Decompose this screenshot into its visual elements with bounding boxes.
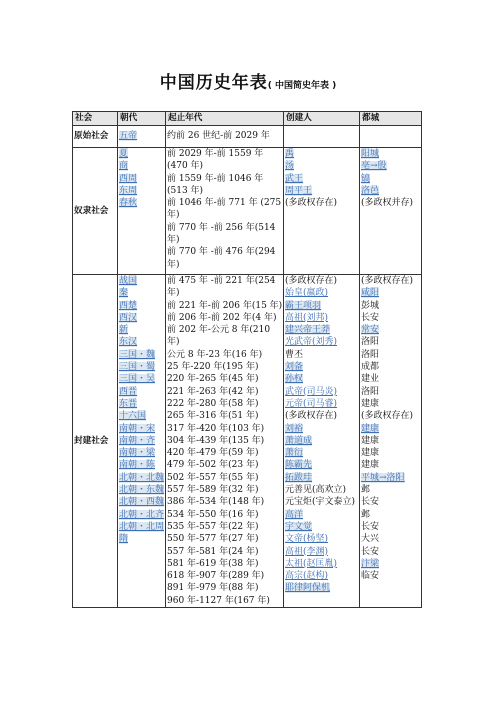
title-sub: ( 中国简史年表 ) xyxy=(267,81,337,91)
capital-text: 建康 xyxy=(361,398,380,409)
capital-text: 建康 xyxy=(361,448,380,459)
header-capital: 都城 xyxy=(360,112,422,126)
document-title xyxy=(0,68,496,93)
dynasty-link[interactable]: 北朝・北周 xyxy=(119,521,165,532)
years-cell: 约前 26 世纪-前 2029 年 xyxy=(166,126,284,148)
society-feudal: 封建社会 xyxy=(73,275,118,608)
founder-link[interactable]: 光武帝(刘秀) xyxy=(285,337,338,348)
capital-text: 长安 xyxy=(361,312,380,323)
founder-link[interactable]: 高洋 xyxy=(285,509,304,520)
capital-link[interactable]: 平城→洛阳 xyxy=(361,472,405,483)
capital-link[interactable]: 亳→殷 xyxy=(361,161,387,172)
founder-link[interactable]: 耶律阿保机 xyxy=(285,583,331,594)
capital-cell xyxy=(360,126,422,148)
founder-cell xyxy=(284,126,360,148)
dynasty-link[interactable]: 商 xyxy=(119,161,129,172)
founder-link[interactable]: 汤 xyxy=(285,161,295,172)
years-entry: 386 年-534 年(148 年) xyxy=(167,497,265,508)
feudal-dynasties xyxy=(118,275,166,608)
founder-link[interactable]: 高祖(李渊) xyxy=(285,546,329,557)
capital-text: 建康 xyxy=(361,435,380,446)
years-entry: 前 1559 年-前 1046 年(513 年) xyxy=(167,173,264,196)
years-entry: 前 2029 年-前 1559 年(470 年) xyxy=(167,149,264,172)
capital-text: 长安 xyxy=(361,497,380,508)
feudal-capitals xyxy=(360,275,422,608)
years-entry: 前 206 年-前 202 年(4 年) xyxy=(167,312,277,323)
primitive-row xyxy=(73,126,422,148)
dynasty-link[interactable]: 隋 xyxy=(119,534,129,545)
dynasty-link[interactable]: 北朝・北魏 xyxy=(119,472,165,483)
years-entry: 960 年-1127 年(167 年) xyxy=(167,595,270,606)
capital-text: 长安 xyxy=(361,546,380,557)
years-entry: 221 年-263 年(42 年) xyxy=(167,386,259,397)
founder-link[interactable]: 刘备 xyxy=(285,362,304,373)
dynasty-link[interactable]: 东汉 xyxy=(119,337,138,348)
founder-link[interactable]: 元帝(司马睿) xyxy=(285,398,338,409)
years-entry: 前 475 年 -前 221 年(254 年) xyxy=(167,276,276,299)
years-entry: 550 年-577 年(27 年) xyxy=(167,534,259,545)
dynasty-link[interactable]: 北朝・东魏 xyxy=(119,485,165,496)
header-row xyxy=(73,112,422,126)
founder-text: 元宝炬(宇文泰立) xyxy=(285,497,356,508)
founder-link[interactable]: 萧道成 xyxy=(285,435,313,446)
years-entry: 534 年-550 年(16 年) xyxy=(167,509,259,520)
years-entry: 618 年-907 年(289 年) xyxy=(167,571,265,582)
years-entry: 前 221 年-前 206 年(15 年) xyxy=(167,300,282,311)
dynasty-link[interactable]: 北朝・北齐 xyxy=(119,509,165,520)
years-entry: 前 770 年 -前 476 年(294 年) xyxy=(167,247,276,270)
years-entry: 535 年-557 年(22 年) xyxy=(167,521,259,532)
founder-link[interactable]: 拓跋珪 xyxy=(285,472,313,483)
capital-text: (多政权存在) xyxy=(361,411,414,422)
capital-link[interactable]: 常安 xyxy=(361,325,380,336)
dynasty-link[interactable]: 新 xyxy=(119,325,129,336)
capital-text: 彭城 xyxy=(361,300,380,311)
capital-link[interactable]: 汴梁 xyxy=(361,558,380,569)
slave-row xyxy=(73,148,422,275)
feudal-founders xyxy=(284,275,360,608)
years-entry: 479 年-502 年(23 年) xyxy=(167,460,259,471)
feudal-row xyxy=(73,275,422,608)
years-entry: 前 1046 年-前 771 年 (275 年) xyxy=(167,198,282,221)
founder-link[interactable]: 高祖(刘邦) xyxy=(285,312,329,323)
dynasty-link[interactable]: 北朝・西魏 xyxy=(119,497,165,508)
slave-capitals xyxy=(360,148,422,275)
dynasty-link[interactable]: 春秋 xyxy=(119,198,138,209)
years-entry: 304 年-439 年(135 年) xyxy=(167,435,265,446)
capital-text: 邺 xyxy=(361,485,371,496)
society-primitive: 原始社会 xyxy=(73,126,118,148)
dynasty-link[interactable]: 南朝・陈 xyxy=(119,460,156,471)
years-entry: 891 年-979 年(88 年) xyxy=(167,583,259,594)
founder-link[interactable]: 始皇(嬴政) xyxy=(285,288,329,299)
title-main: 中国历史年表 xyxy=(159,73,268,93)
founder-link[interactable]: 禹 xyxy=(285,149,295,159)
years-entry: 557 年-581 年(24 年) xyxy=(167,546,259,557)
slave-founders xyxy=(284,148,360,275)
years-entry: 前 202 年-公元 8 年(210 年) xyxy=(167,325,271,348)
dynasty-link[interactable]: 十六国 xyxy=(119,411,147,422)
dynasty-link[interactable]: 秦 xyxy=(119,288,129,299)
years-entry: 557 年-589 年(32 年) xyxy=(167,485,259,496)
founder-link[interactable]: 萧衍 xyxy=(285,448,304,459)
founder-link[interactable]: 孙权 xyxy=(285,374,304,385)
founder-link[interactable]: 建兴帝王莽 xyxy=(285,325,331,336)
capital-text: 临安 xyxy=(361,571,380,582)
capital-text: 洛阳 xyxy=(361,349,380,360)
years-entry: 265 年-316 年(51 年) xyxy=(167,411,259,422)
capital-link[interactable]: 建康 xyxy=(361,423,380,434)
slave-years xyxy=(166,148,284,275)
years-entry: 581 年-619 年(38 年) xyxy=(167,558,259,569)
founder-text xyxy=(285,287,358,299)
founder-text: 曹丕 xyxy=(285,349,304,360)
dynasty-link[interactable]: 东周 xyxy=(119,185,138,196)
header-society: 社会 xyxy=(73,112,118,126)
feudal-years xyxy=(166,275,284,608)
capital-text: 建康 xyxy=(361,460,380,471)
dynasty-cell xyxy=(118,126,166,148)
founder-link[interactable]: 刘裕 xyxy=(285,423,304,434)
years-entry: 420 年-479 年(59 年) xyxy=(167,448,259,459)
dynasty-link[interactable]: 三国・魏 xyxy=(119,349,156,360)
capital-text: 洛阳 xyxy=(361,386,380,397)
founder-link[interactable]: 陈霸先 xyxy=(285,460,313,471)
capital-text: 成都 xyxy=(361,362,380,373)
founder-link[interactable]: 太祖(赵匡胤) xyxy=(285,558,338,569)
dynasty-link[interactable]: 五帝 xyxy=(119,131,138,142)
founder-link[interactable]: 霸王项羽 xyxy=(285,300,322,311)
capital-text: 邺 xyxy=(361,509,371,520)
dynasty-link[interactable]: 南朝・宋 xyxy=(119,423,156,434)
header-founder: 创建人 xyxy=(284,112,360,126)
dynasty-link[interactable]: 西晋 xyxy=(119,386,138,397)
header-dynasty: 朝代 xyxy=(118,112,166,126)
dynasty-link[interactable]: 南朝・齐 xyxy=(119,435,156,446)
header-years: 起止年代 xyxy=(166,112,284,126)
society-slave: 奴隶社会 xyxy=(73,148,118,275)
capital-text: 大兴 xyxy=(361,534,380,545)
capital-text: 长安 xyxy=(361,521,380,532)
dynasty-link[interactable]: 西汉 xyxy=(119,312,138,323)
dynasty-link[interactable]: 战国 xyxy=(119,276,138,286)
capital-text: (多政权并存) xyxy=(361,198,414,209)
history-table xyxy=(72,111,422,608)
years-entry: 222 年-280 年(58 年) xyxy=(167,398,259,409)
years-entry: 公元 8 年-23 年(16 年) xyxy=(167,349,263,360)
capital-text: 建业 xyxy=(361,374,380,385)
dynasty-link[interactable]: 西楚 xyxy=(119,300,138,311)
founder-link[interactable]: 周平王 xyxy=(285,185,313,196)
years-entry: 317 年-420 年(103 年) xyxy=(167,423,265,434)
dynasty-link[interactable]: 南朝・梁 xyxy=(119,448,156,459)
capital-link[interactable]: 阳城 xyxy=(361,149,380,159)
founder-text: (多政权存在) xyxy=(285,276,338,286)
dynasty-link[interactable]: 三国・蜀 xyxy=(119,362,156,373)
capital-text: (多政权存在) xyxy=(361,276,414,286)
capital-link[interactable]: 镐 xyxy=(361,173,371,184)
dynasty-link[interactable]: 三国・吴 xyxy=(119,374,156,385)
founder-link[interactable]: 宇文觉 xyxy=(285,521,313,532)
years-entry: 25 年-220 年(195 年) xyxy=(167,362,259,373)
founder-link[interactable]: 文帝(杨坚) xyxy=(285,534,329,545)
founder-text: (多政权存在) xyxy=(285,198,338,209)
founder-link[interactable]: 武帝(司马炎) xyxy=(285,386,338,397)
years-entry: 前 770 年 -前 256 年(514 年) xyxy=(167,222,276,246)
dynasty-link[interactable]: 东晋 xyxy=(119,398,138,409)
dynasty-link[interactable]: 西周 xyxy=(119,173,138,184)
founder-text: (多政权存在) xyxy=(285,411,338,422)
dynasty-link[interactable]: 夏 xyxy=(119,149,129,159)
capital-link[interactable]: 洛邑 xyxy=(361,185,380,196)
founder-link[interactable]: 高宗(赵构) xyxy=(285,571,329,582)
capital-link[interactable]: 咸阳 xyxy=(361,288,380,299)
founder-text: 元善见(高欢立) xyxy=(285,485,347,496)
founder-link[interactable]: 武王 xyxy=(285,173,304,184)
capital-text: 洛阳 xyxy=(361,337,380,348)
years-entry: 502 年-557 年(55 年) xyxy=(167,472,259,483)
slave-dynasties xyxy=(118,148,166,275)
years-entry: 220 年-265 年(45 年) xyxy=(167,374,259,385)
